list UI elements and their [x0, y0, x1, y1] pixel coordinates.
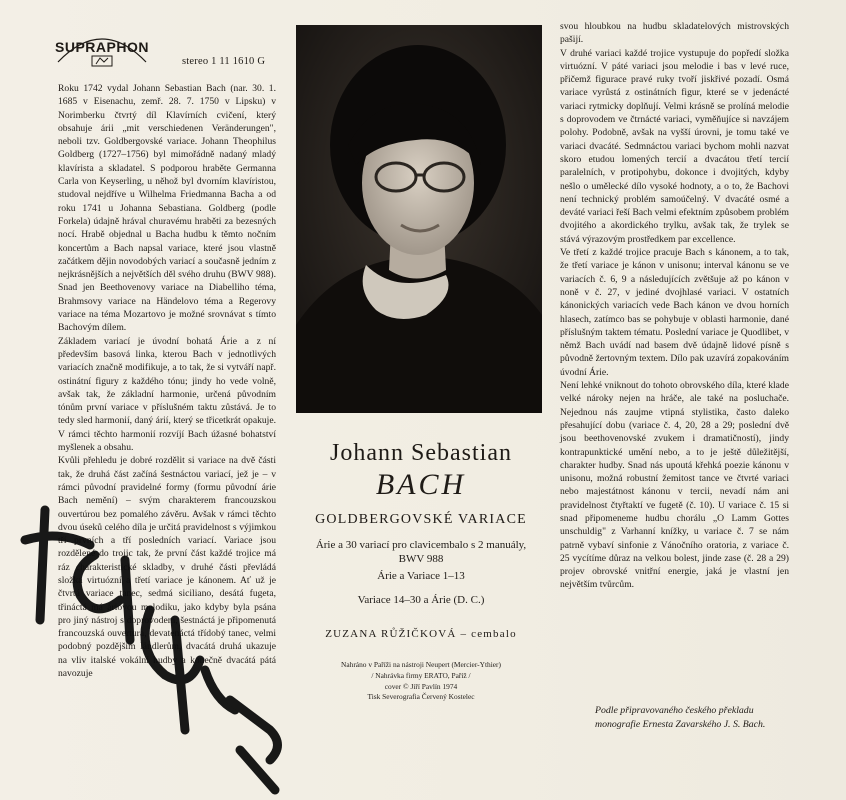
- left-text-column: [58, 82, 276, 680]
- performer-credit: [292, 628, 550, 640]
- performer-portrait: [296, 25, 542, 413]
- description-line-1: Árie a 30 variací pro clavicembalo s 2 manuály,: [315, 539, 527, 551]
- right-paragraph-3: Ve třetí z každé trojice pracuje Bach s kánonem, a to tak, že třetí variace je kánon v unisonu; interval kánonu se ve variacích č. 6, 9 a následujících zvětšuje až po kánon v noně v č. 27, v jediné dvojhlasé variaci. V ostatních kánonických variacích vede Bach kánon ve dvou horních hlasech, zatímco bas se pohybuje v oblasti harmonie, dané příslušným taktem tématu. Poslední variace je Quodlibet, v němž Bach uvádí nad basem dvě údajně lidové písně s původně žertovným textem. Dílo pak uzavírá zopakováním úvodní Árie.: [560, 247, 789, 378]
- left-paragraph-3: Kvůli přehledu je dobré rozdělit si variace na dvě části tak, že druhá část začíná šestnáctou variací, jež je – v rámci původní pravidelné formy (formu původní árie Bach nemění) – svým charakterem francouzskou ouvertúrou bez pomalého závěru. Avšak v rámci těchto dvou úseků celého díla je určitá pravidelnost s výjimkou tří prvních a tří posledních variací. Variace jsou rozdělené do trojic tak, že první část každé trojice má ráz charakteristické skladby, v druhé části převládá složka virtuózní a třetí variace je kánonem. Ať už je čtvrtá variace tanec, sedmá siciliano, desátá fugeta, třináctá má áriovou melodiku, jako kdyby byla psána pro jiný nástroj s doprovodem, šestnáctá je připomenutá francouzská ouvertura, devatenáctá třídobý tanec, velmi podobný pozdějším ländlerům, dvacátá druhá ukazuje na vliv italské vokální hudby a konečně dvacátá pátá navozuje: [58, 455, 276, 680]
- work-title: GOLDBERGOVSKÉ VARIACE: [315, 512, 527, 527]
- credit-line: / Nahrávka firmy ERATO, Paříž /: [371, 670, 471, 680]
- right-paragraph-4: Není lehké vniknout do tohoto obrovského díla, které klade velké nároky nejen na hráče, ale také na posluchače. Nejednou nás zaujme vtipná stylistika, často daleko přesahující dobu (variace č. 4, 20, 28 a 29; poslední dvě jsou beethovenovské zvukem i dramatičností), jindy kontrapunktické umění nebo, a to je ještě důležitější, charakter hudby. Snad nás upoutá křehká poezie kánonu v unisonu, možná robustní žemitost tance ve čtvrté variaci nebo majestátnost kánonu v tercii, nevadí nám ani pravidelnost čtyřtaktí ve fugetě (č. 10). U variace č. 15 si snad připomeneme hudbu chorálu „O Lamm Gottes unschuldig" z Varhanní knížky, u variace č. 7 se nám patrně vybaví sinfonie z Vánočního oratoria, z variace č. 25 vycítíme důraz na velkou bolest, jinde zase (č. 28 a 29) projev obrovské vnitřní energie, jaká je vlastní jen největším tvůrcům.: [560, 380, 789, 591]
- performer-name: ZUZANA RŮŽIČKOVÁ: [325, 628, 457, 640]
- left-paragraph-2: Základem variací je úvodní bohatá Árie a z ní především basová linka, kterou Bach v jednotlivých variacích značně modifikuje, a to tak, že si vytváří např. ostinátní figury z každého tónu; jindy ho vede volně, avšak tak, že základní harmonie, určená původním tónům první variace v příslušném taktu zůstává. Je to tedy sled harmonií, daný árií, který se třicetkrát opakuje. V rámci těchto harmonií rozvíjí Bach úžasné bohatství myšlenek a obsahu.: [58, 335, 276, 454]
- right-paragraph-1: svou hloubkou na hudbu skladatelových mistrovských pašijí.: [560, 21, 789, 46]
- right-paragraph-2: V druhé variaci každé trojice vystupuje do popředí složka virtuózní. V páté variaci jsou melodie i bas v levé ruce, přičemž figurace pravé ruky tvoří jiskřivé pozadí. Osmá variace vyrůstá z ostinátních figur, které se v jedenácté variaci rytmicky doplňují. Velmi krásně se prolíná melodie s doprovodem ve čtrnácté variaci, vyměňujíce si navzájem polohy. Podobně, avšak na vyšší úrovni, je tomu také ve variaci dvacáté. Sedmnáctou variaci bychom mohli nazvat skoro etudou lomených tercií a dvacátou třetí tercií paralelních, v protipohybu, dokonce i dvojitých, kdyby nešlo o umělecké dílo vysoké hodnoty, a o to, že Bachovi není technický problém samoúčelný. V dvacáté osmé a deváté variaci řeší Bach velmi efektním způsobem problém dvojitého a akordického trylku, avšak tak, že trylek se stává výrazovým prostředkem par excellence.: [560, 47, 789, 245]
- credit-line: Nahráno v Paříži na nástroji Neupert (Mercier-Ythier): [341, 660, 501, 669]
- supraphon-logo: [52, 22, 152, 68]
- side-b-contents: Variace 14–30 a Árie (D. C.): [357, 594, 485, 606]
- credit-line: Tisk Severografia Červený Kostelec: [367, 692, 475, 702]
- production-credits: [292, 660, 550, 703]
- left-paragraph-1: Roku 1742 vydal Johann Sebastian Bach (nar. 30. 1. 1685 v Eisenachu, zemř. 28. 7. 1750 v Lipsku) v Norimberku čtvrtý díl Klavírních cvičení, který obsahuje árii „mit verschiedenen Veränderungen", neboli tzv. Goldbergovské variace. Johann Theophilus Goldberg (1727–1756) byl mimořádně nadaný mladý klavírista a skladatel. S podporou hraběte Germanna Carla von Keyserling, u něhož byl dvorním klavíristou, studoval nejdříve u Wilhelma Friedmanna Bacha a od roku 1741 u Johanna Sebastiana. Goldberg (podle Forkela) údajně hrával churavému hraběti za bezesných nocí. Hrabě objednal u Bacha hudbu k těmto nočním koncertům a Bach napsal variace, které jsou vlastně začátkem dějin novodobých variací a současně jedním z nejkrásnějších a největších děl svého druhu (BWV 988). Snad jen Beethovenovy variace na Diabelliho téma, Brahmsovy variace na Händelovo téma a Regerovy variace na téma Mozartovo je možné srovnávat s tímto Bachovým dílem.: [58, 83, 276, 334]
- source-note: Podle připravovaného českého překladu monografie Ernesta Zavarského J. S. Bach.: [595, 705, 766, 730]
- performer-instrument: – cembalo: [460, 628, 517, 640]
- label-name: SUPRAPHON: [55, 39, 149, 55]
- spine-edge: [828, 0, 842, 800]
- credit-line: cover © Jiří Pavlín 1974: [384, 681, 458, 691]
- catalog-number: stereo 1 11 1610 G: [182, 56, 266, 67]
- right-text-column: [560, 20, 789, 592]
- description-line-2: BWV 988: [398, 553, 444, 565]
- title-block: [292, 438, 550, 703]
- composer-name: Johann Sebastian: [330, 440, 512, 466]
- side-a-contents: Árie a Variace 1–13: [377, 570, 465, 582]
- work-description: [292, 538, 550, 566]
- composer-surname: BACH: [375, 468, 467, 501]
